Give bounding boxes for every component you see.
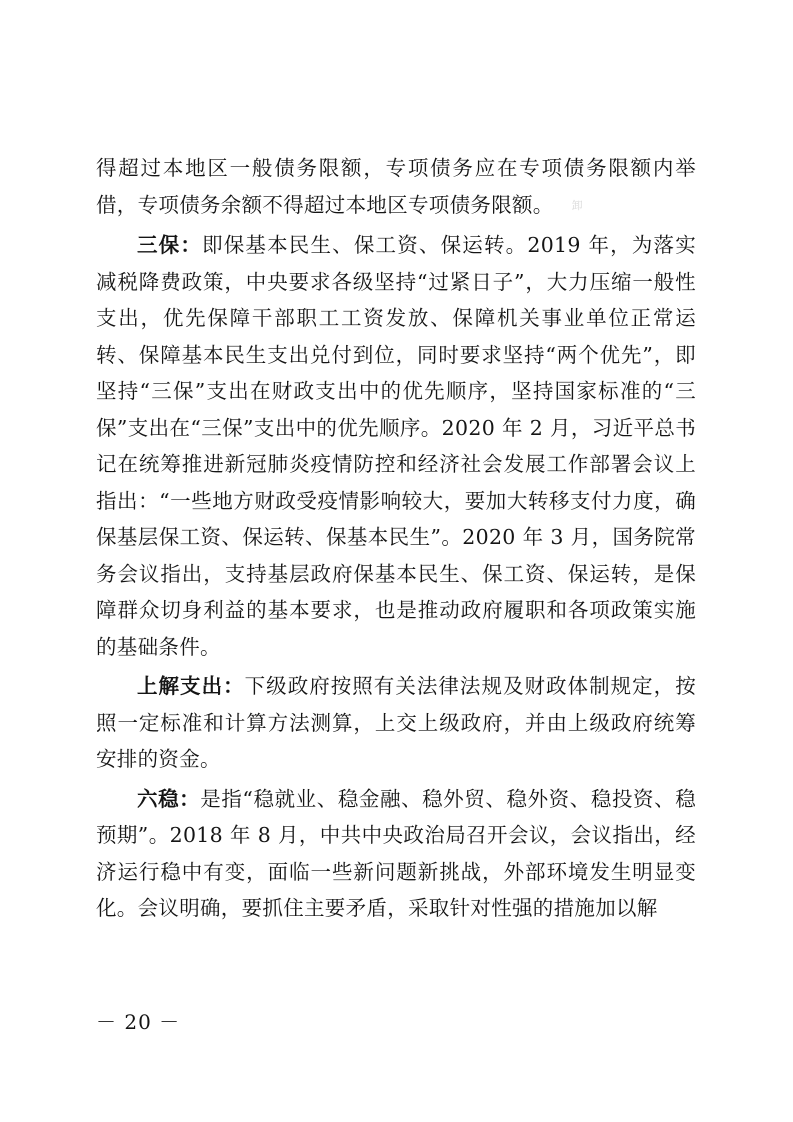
paragraph-san-bao [96, 227, 696, 665]
definition-shang-jie-zhi-chu: 下级政府按照有关法律法规及财政体制规定，按照一定标准和计算方法测算，上交上级政府，并由上级政府统筹安排的资金。 [96, 674, 696, 772]
faint-mark: 卸 [571, 198, 583, 212]
term-liu-wen: 六稳： [137, 786, 201, 811]
paragraph-liu-wen [96, 781, 696, 927]
definition-liu-wen: 是指“稳就业、稳金融、稳外贸、稳外资、稳投资、稳预期”。2018 年 8 月，中共中央政治局召开会议，会议指出，经济运行稳中有变，面临一些新问题新挑战，外部环境发生明显变化。会议明确，要抓住主要矛盾，采取针对性强的措施加以解 [96, 786, 696, 921]
term-shang-jie-zhi-chu: 上解支出： [137, 674, 245, 699]
definition-san-bao: 即保基本民生、保工资、保运转。2019 年，为落实减税降费政策，中央要求各级坚持“过紧日子”，大力压缩一般性支出，优先保障干部职工工资发放、保障机关事业单位正常运转、保障基本民生支出兑付到位，同时要求坚持“两个优先”，即坚持“三保”支出在财政支出中的优先顺序，坚持国家标准的“三保”支出在“三保”支出中的优先顺序。2020 年 2 月，习近平总书记在统筹推进新冠肺炎疫情防控和经济社会发展工作部署会议上指出：“一些地方财政受疫情影响较大，要加大转移支付力度，确保基层保工资、保运转、保基本民生”。2020 年 3 月，国务院常务会议指出，支持基层政府保基本民生、保工资、保运转，是保障群众切身利益的基本要求，也是推动政府履职和各项政策实施的基础条件。 [96, 233, 696, 659]
term-san-bao: 三保： [137, 233, 203, 258]
paragraph-continuation [96, 150, 696, 224]
paragraph-shang-jie-zhi-chu [96, 668, 696, 778]
paragraph-continuation-text: 得超过本地区一般债务限额，专项债务应在专项债务限额内举借，专项债务余额不得超过本地区专项债务限额。 [96, 156, 696, 217]
document-body [96, 150, 696, 927]
page-number: － 20 － [96, 1010, 181, 1034]
